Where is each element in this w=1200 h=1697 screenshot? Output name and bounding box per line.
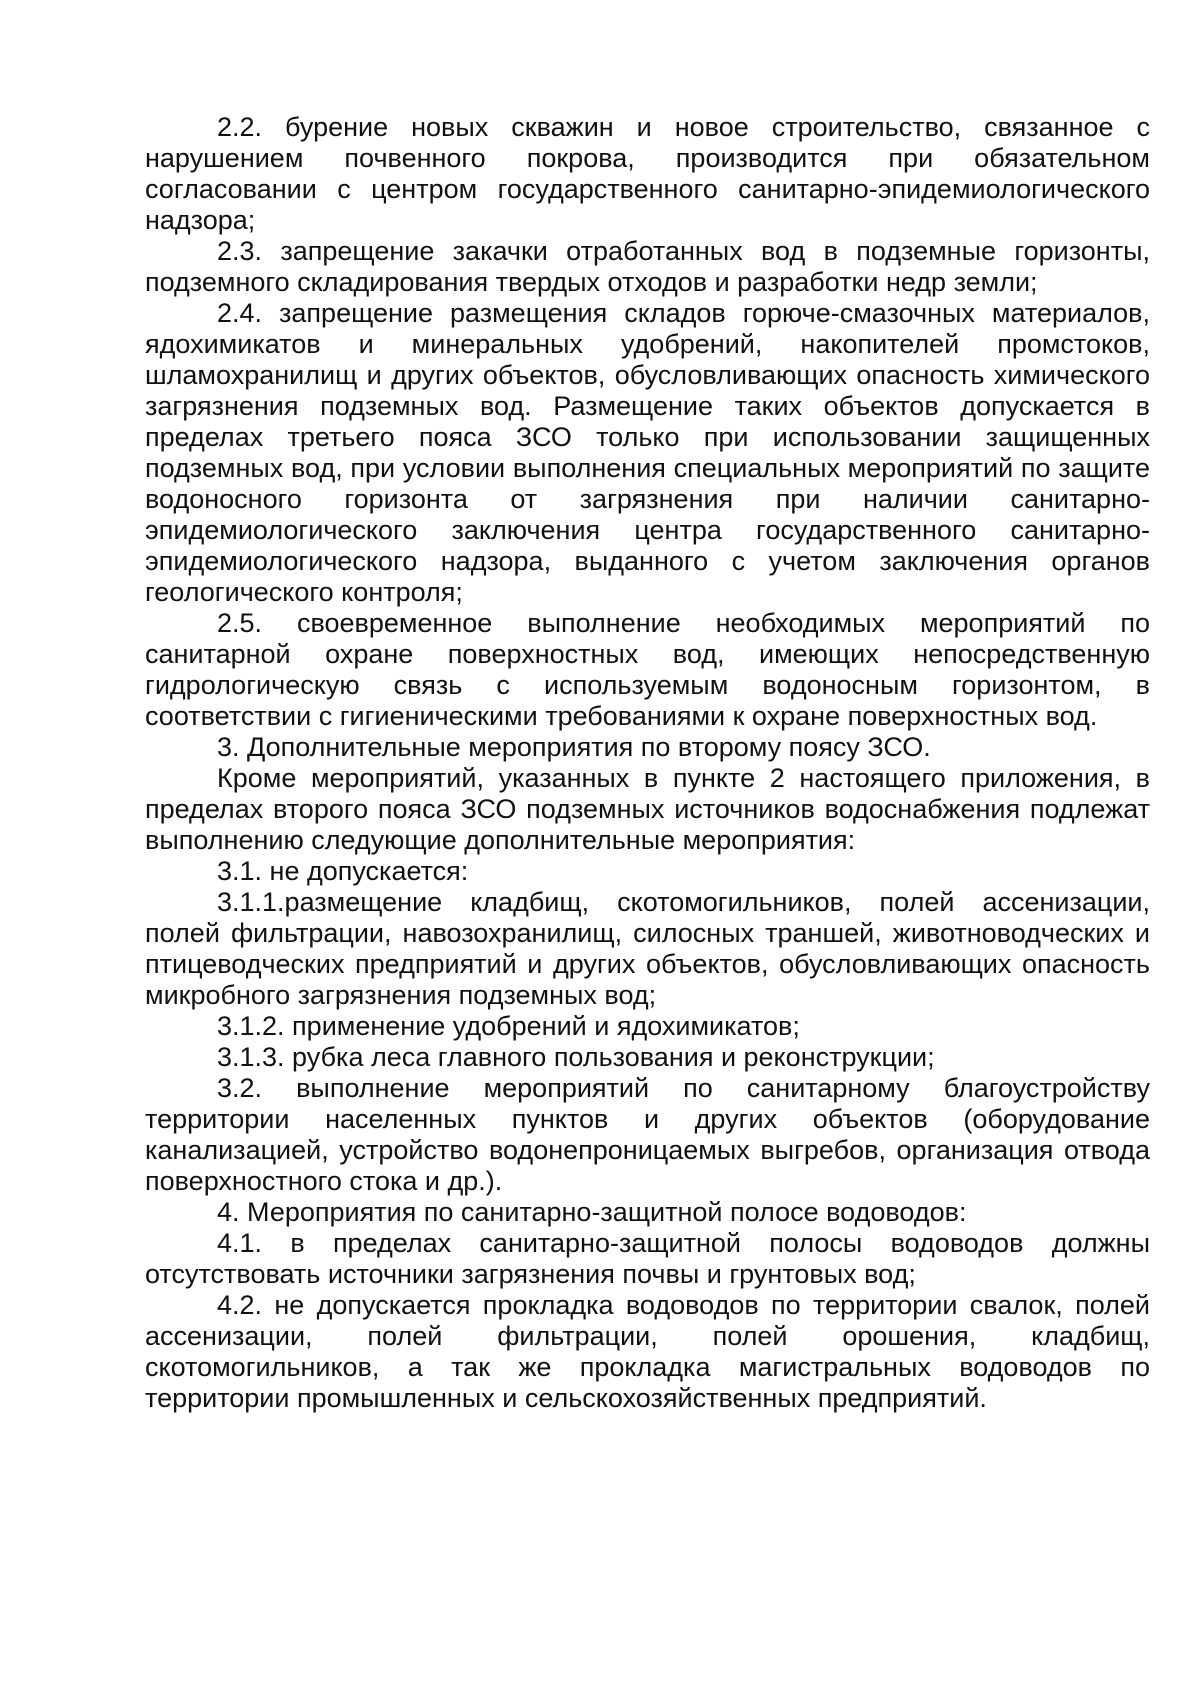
paragraph-3-intro: Кроме мероприятий, указанных в пункте 2 настоящего приложения, в пределах второго пояса ЗСО подземных источников водоснабжения подлежат выполнению следующие дополнительные мероприятия: [145,763,1150,855]
section-heading-4: 4. Мероприятия по санитарно-защитной полосе водоводов: [217,1197,967,1227]
paragraph-4-1: 4.1. в пределах санитарно-защитной полосы водоводов должны отсутствовать источники загрязнения почвы и грунтовых вод; [145,1228,1150,1289]
paragraph-2-5: 2.5. своевременное выполнение необходимых мероприятий по санитарной охране поверхностных вод, имеющих непосредственную гидрологическую связь с используемым водоносным горизонтом, в соответствии с гигиеническими требованиями к охране поверхностных вод. [145,608,1150,731]
paragraph-3-1: 3.1. не допускается: [217,856,469,886]
document-body [145,112,1150,1414]
section-heading-3: 3. Дополнительные мероприятия по второму поясу ЗСО. [217,732,931,762]
paragraph-3-1-3: 3.1.3. рубка леса главного пользования и реконструкции; [217,1042,935,1072]
paragraph-2-2: 2.2. бурение новых скважин и новое строительство, связанное с нарушением почвенного покрова, производится при обязательном согласовании с центром государственного санитарно-эпидемиологического надзора; [145,112,1150,235]
paragraph-3-1-2: 3.1.2. применение удобрений и ядохимикатов; [217,1011,800,1041]
paragraph-3-1-1: 3.1.1.размещение кладбищ, скотомогильников, полей ассенизации, полей фильтрации, навозохранилищ, силосных траншей, животноводческих и птицеводческих предприятий и других объектов, обусловливающих опасность микробного загрязнения подземных вод; [145,887,1150,1010]
paragraph-4-2: 4.2. не допускается прокладка водоводов по территории свалок, полей ассенизации, полей фильтрации, полей орошения, кладбищ, скотомогильников, а так же прокладка магистральных водоводов по территории промышленных и сельскохозяйственных предприятий. [145,1290,1150,1413]
paragraph-2-3: 2.3. запрещение закачки отработанных вод в подземные горизонты, подземного складирования твердых отходов и разработки недр земли; [145,236,1150,297]
paragraph-3-2: 3.2. выполнение мероприятий по санитарному благоустройству территории населенных пунктов и других объектов (оборудование канализацией, устройство водонепроницаемых выгребов, организация отвода поверхностного стока и др.). [145,1073,1150,1196]
paragraph-2-4: 2.4. запрещение размещения складов горюче-смазочных материалов, ядохимикатов и минеральных удобрений, накопителей промстоков, шламохранилищ и других объектов, обусловливающих опасность химического загрязнения подземных вод. Размещение таких объектов допускается в пределах третьего пояса ЗСО только при использовании защищенных подземных вод, при условии выполнения специальных мероприятий по защите водоносного горизонта от загрязнения при наличии санитарно-эпидемиологического заключения центра государственного санитарно-эпидемиологического надзора, выданного с учетом заключения органов геологического контроля; [145,298,1150,607]
